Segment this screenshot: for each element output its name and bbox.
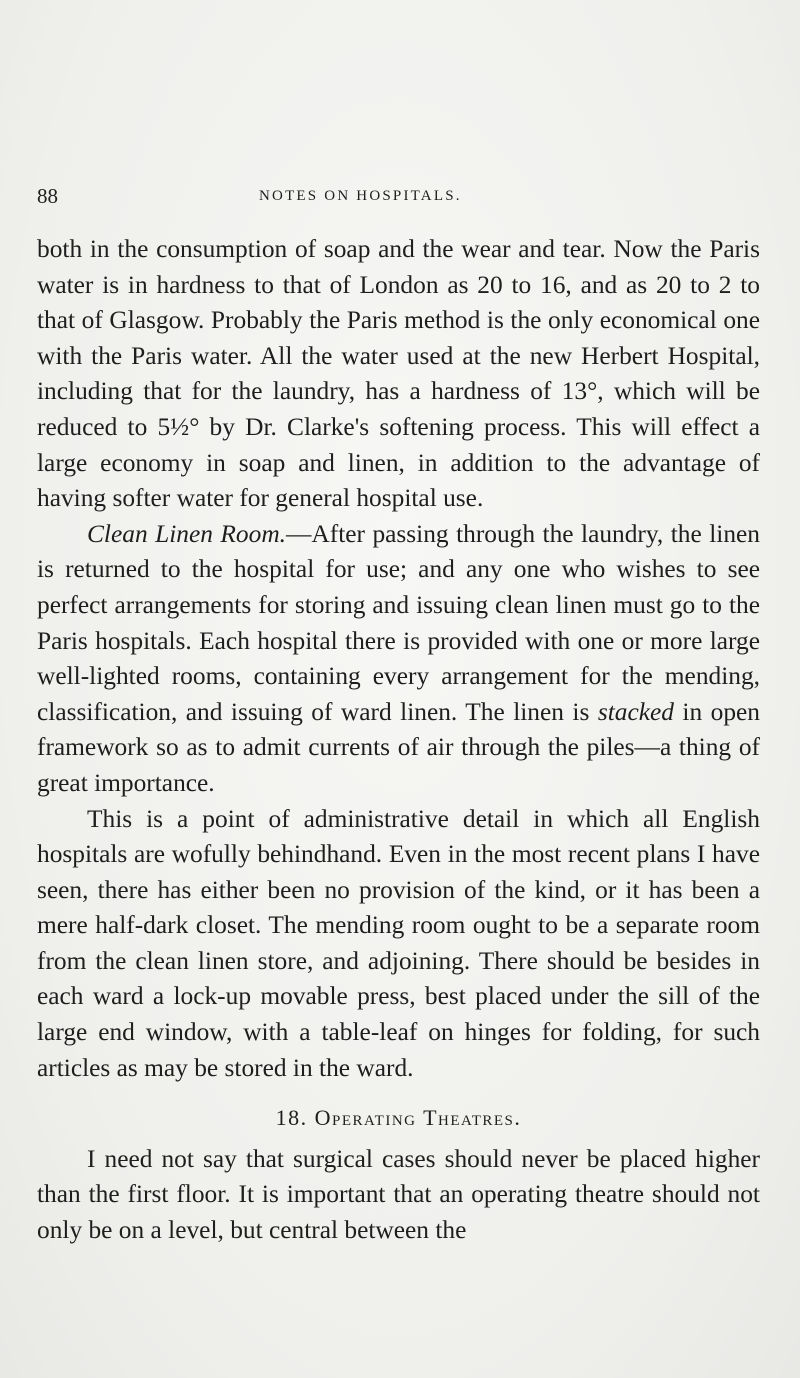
running-head [37,182,760,214]
paragraph-laundry-water: both in the consumption of soap and the wear and tear. Now the Paris water is in hardness to that of London as 20 to 16, and as 20 to 2 to that of Glasgow. Probably the Paris method is the only economical one with the Paris water. All the water used at the new Herbert Hospital, including that for the laundry, has a hardness of 13°, which will be reduced to 5½° by Dr. Clarke's softening process. This will effect a large economy in soap and linen, in addition to the advantage of having softer water for general hospital use. [37,235,760,513]
section-heading-operating-theatres: 18. Operating Theatres. [275,1105,522,1131]
emphasis-word: stacked [597,697,674,726]
running-title: NOTES ON HOSPITALS. [259,188,462,204]
body-text [37,232,760,1249]
paragraph-text: —After passing through the laundry, the linen is returned to the hospital for use; and any one who wishes to see perfect arrangements for storing and issuing clean linen must go to the Paris hospitals. Each hospital there is provided with one or more large well-lighted rooms, containing every arrangement for the mending, classification, and issuing of ward linen. The linen is [37,519,761,726]
paragraph-operating-theatres: I need not say that surgical cases should never be placed higher than the first floor. It is important that an operating theatre should not only be on a level, but central between the [37,1144,760,1245]
inline-heading-clean-linen-room: Clean Linen Room. [87,519,287,548]
paragraph-clean-linen-room [37,517,760,802]
paragraph-text: in open framework so as to admit currents of air through the piles—a thing of great importance. [37,697,760,797]
paragraph-administrative-detail: This is a point of administrative detail in which all English hospitals are wofully behindhand. Even in the most recent plans I have seen, there has either been no provision of the kind, or it has been a mere half-dark closet. The mending room ought to be a separate room from the clean linen store, and adjoining. There should be besides in each ward a lock-up movable press, best placed under the sill of the large end window, with a table-leaf on hinges for folding, for such articles as may be stored in the ward. [37,804,760,1082]
page-number: 88 [37,184,58,208]
